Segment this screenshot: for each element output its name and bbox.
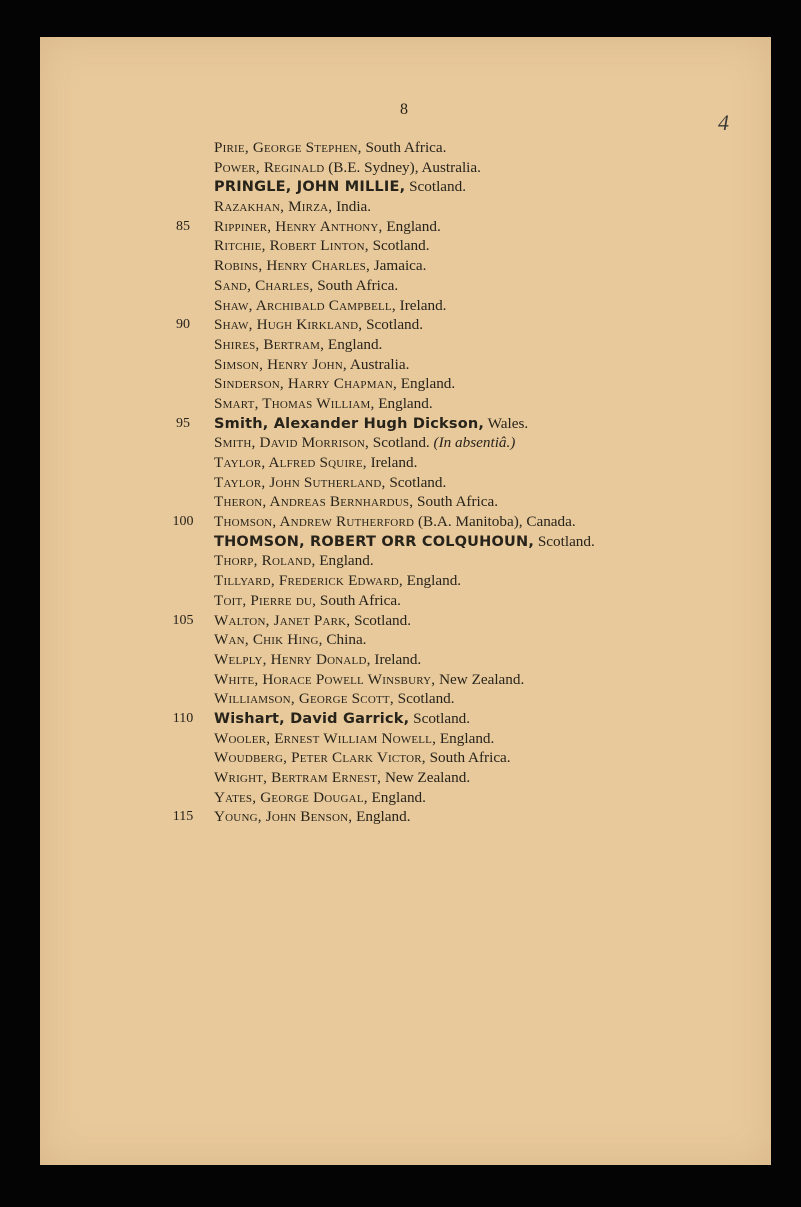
entry-text (214, 591, 401, 611)
list-item (0, 748, 801, 768)
person-detail: New Zealand. (384, 769, 471, 786)
entry-text (214, 355, 409, 375)
person-detail: South Africa. (417, 493, 499, 511)
line-number: 90 (176, 317, 190, 333)
entry-text (214, 158, 481, 178)
person-detail: Ireland. (370, 454, 418, 471)
person-name: Tillyard, Frederick Edward, (214, 572, 403, 590)
line-number: 110 (172, 710, 194, 726)
person-detail: Scotland. (366, 316, 424, 334)
list-item (0, 256, 801, 276)
person-name: Shaw, Archibald Campbell, (214, 296, 396, 314)
list-item (0, 177, 801, 197)
entry-text (214, 177, 466, 198)
list-item (0, 689, 801, 709)
list-item (0, 788, 801, 808)
person-name: Wishart, David Garrick, (214, 710, 410, 727)
person-name: Welply, Henry Donald, (214, 650, 371, 668)
person-name: Simson, Henry John, (214, 355, 347, 373)
person-name: Sinderson, Harry Chapman, (214, 375, 397, 393)
person-detail: England. (356, 808, 411, 826)
person-detail: Scotland. (409, 178, 467, 196)
person-detail: Scotland. (413, 709, 471, 727)
entry-text (214, 492, 498, 512)
person-name: Smith, David Morrison, (214, 434, 369, 452)
person-detail: Scotland. (389, 473, 447, 491)
list-item (0, 236, 801, 256)
line-number: 105 (172, 612, 194, 628)
list-item (0, 571, 801, 591)
person-name: Smart, Thomas William, (214, 394, 375, 412)
person-name: Woudberg, Peter Clark Victor, (214, 749, 426, 767)
person-detail: Ireland. (374, 650, 422, 668)
person-detail: England. (400, 375, 456, 393)
person-detail: England. (378, 394, 433, 412)
entry-text (214, 256, 426, 276)
person-detail: South Africa. (365, 139, 447, 156)
entry-text (214, 414, 528, 435)
list-item (0, 394, 801, 414)
person-name: Sand, Charles, (214, 276, 314, 294)
person-name: Power, Reginald (214, 158, 325, 176)
person-detail: (B.A. Manitoba), Canada. (417, 513, 576, 531)
person-detail: Jamaica. (373, 257, 427, 275)
entry-text (214, 197, 371, 217)
entry-text (214, 611, 411, 631)
entry-text (214, 630, 366, 650)
entry-text (214, 689, 455, 709)
entry-text (214, 433, 515, 453)
entry-text (214, 670, 524, 690)
list-item (0, 473, 801, 493)
entry-text (214, 374, 455, 394)
list-item (0, 433, 801, 453)
entry-text (214, 512, 576, 532)
list-item (0, 374, 801, 394)
person-name: Theron, Andreas Bernhardus, (214, 493, 414, 511)
person-name: Thomson, Andrew Rutherford (214, 513, 415, 531)
person-detail: Scotland. (372, 434, 430, 452)
line-number: 85 (176, 218, 190, 234)
entry-text (214, 473, 446, 493)
person-detail: Ireland. (399, 296, 447, 314)
entry-text (214, 729, 494, 749)
list-item (0, 551, 801, 571)
person-detail: England. (406, 572, 462, 590)
list-item (0, 335, 801, 355)
entry-text (214, 394, 433, 414)
person-detail: England. (439, 729, 495, 747)
person-detail: South Africa. (317, 276, 399, 294)
person-detail: Scotland. (537, 532, 595, 550)
person-name: Rippiner, Henry Anthony, (214, 217, 383, 235)
person-detail: (B.E. Sydney), Australia. (328, 158, 481, 176)
person-name: Williamson, George Scott, (214, 690, 394, 708)
entry-text (214, 296, 446, 316)
person-name: Robins, Henry Charles, (214, 257, 370, 275)
person-detail: England. (327, 335, 383, 353)
person-name: White, Horace Powell Winsbury, (214, 670, 436, 688)
person-detail: England. (386, 217, 441, 235)
list-item (0, 158, 801, 178)
list-item (0, 512, 801, 532)
entry-text (214, 217, 441, 237)
entry-text (214, 768, 470, 788)
person-detail: England. (319, 552, 374, 570)
person-detail: South Africa. (429, 749, 511, 767)
person-detail: Scotland. (397, 690, 455, 708)
person-name: PRINGLE, JOHN MILLIE, (214, 179, 406, 196)
entry-text (214, 807, 411, 827)
person-detail: New Zealand. (439, 670, 525, 688)
list-item (0, 768, 801, 788)
line-number: 100 (172, 514, 194, 530)
list-item (0, 729, 801, 749)
entry-text (214, 650, 421, 670)
entry-text (214, 551, 374, 571)
list-item (0, 355, 801, 375)
list-item (0, 414, 801, 434)
list-item (0, 492, 801, 512)
person-name: Smith, Alexander Hugh Dickson, (214, 415, 485, 432)
graduate-list (0, 138, 801, 827)
person-detail: Wales. (487, 414, 529, 432)
person-name: Toit, Pierre du, (214, 591, 317, 609)
list-item (0, 138, 801, 158)
person-detail: India. (336, 198, 372, 216)
list-item (0, 591, 801, 611)
list-item (0, 611, 801, 631)
person-name: Shaw, Hugh Kirkland, (214, 316, 363, 334)
entry-text (214, 315, 423, 335)
person-name: Wooler, Ernest William Nowell, (214, 729, 437, 747)
entry-text (214, 236, 430, 256)
list-item (0, 217, 801, 237)
list-item (0, 709, 801, 729)
person-detail: Australia. (349, 355, 410, 373)
list-item (0, 453, 801, 473)
handwritten-corner-mark: 4 (718, 110, 729, 135)
person-name: Taylor, John Sutherland, (214, 473, 386, 491)
list-item (0, 807, 801, 827)
person-name: Wright, Bertram Ernest, (214, 769, 382, 786)
person-name: Wan, Chik Hing, (214, 631, 323, 649)
entry-text (214, 453, 417, 473)
person-name: Ritchie, Robert Linton, (214, 237, 369, 255)
person-name: Pirie, George Stephen, (214, 139, 362, 156)
person-name: Walton, Janet Park, (214, 611, 351, 629)
line-number: 115 (172, 809, 194, 825)
line-number: 95 (176, 415, 190, 431)
person-name: THOMSON, ROBERT ORR COLQUHOUN, (214, 533, 535, 550)
entry-text (214, 335, 382, 355)
person-name: Thorp, Roland, (214, 552, 316, 570)
person-name: Shires, Bertram, (214, 335, 325, 353)
person-detail: Scotland. (372, 237, 430, 255)
entry-text (214, 532, 595, 553)
list-item (0, 670, 801, 690)
list-item (0, 276, 801, 296)
entry-text (214, 138, 446, 158)
entry-text (214, 571, 461, 591)
person-detail: China. (326, 631, 367, 649)
person-detail: England. (371, 788, 426, 806)
person-detail: Scotland. (354, 611, 412, 629)
list-item (0, 532, 801, 552)
list-item (0, 630, 801, 650)
page-number: 8 (400, 101, 408, 118)
entry-text (214, 709, 470, 730)
entry-note: (In absentiâ.) (433, 434, 516, 452)
person-detail: South Africa. (319, 591, 401, 609)
entry-text (214, 276, 398, 296)
list-item (0, 197, 801, 217)
person-name: Yates, George Dougal, (214, 788, 368, 806)
list-item (0, 315, 801, 335)
entry-text (214, 788, 426, 808)
person-name: Razakhan, Mirza, (214, 198, 333, 216)
person-name: Young, John Benson, (214, 808, 353, 826)
entry-text (214, 748, 511, 768)
list-item (0, 650, 801, 670)
person-name: Taylor, Alfred Squire, (214, 454, 367, 471)
list-item (0, 296, 801, 316)
